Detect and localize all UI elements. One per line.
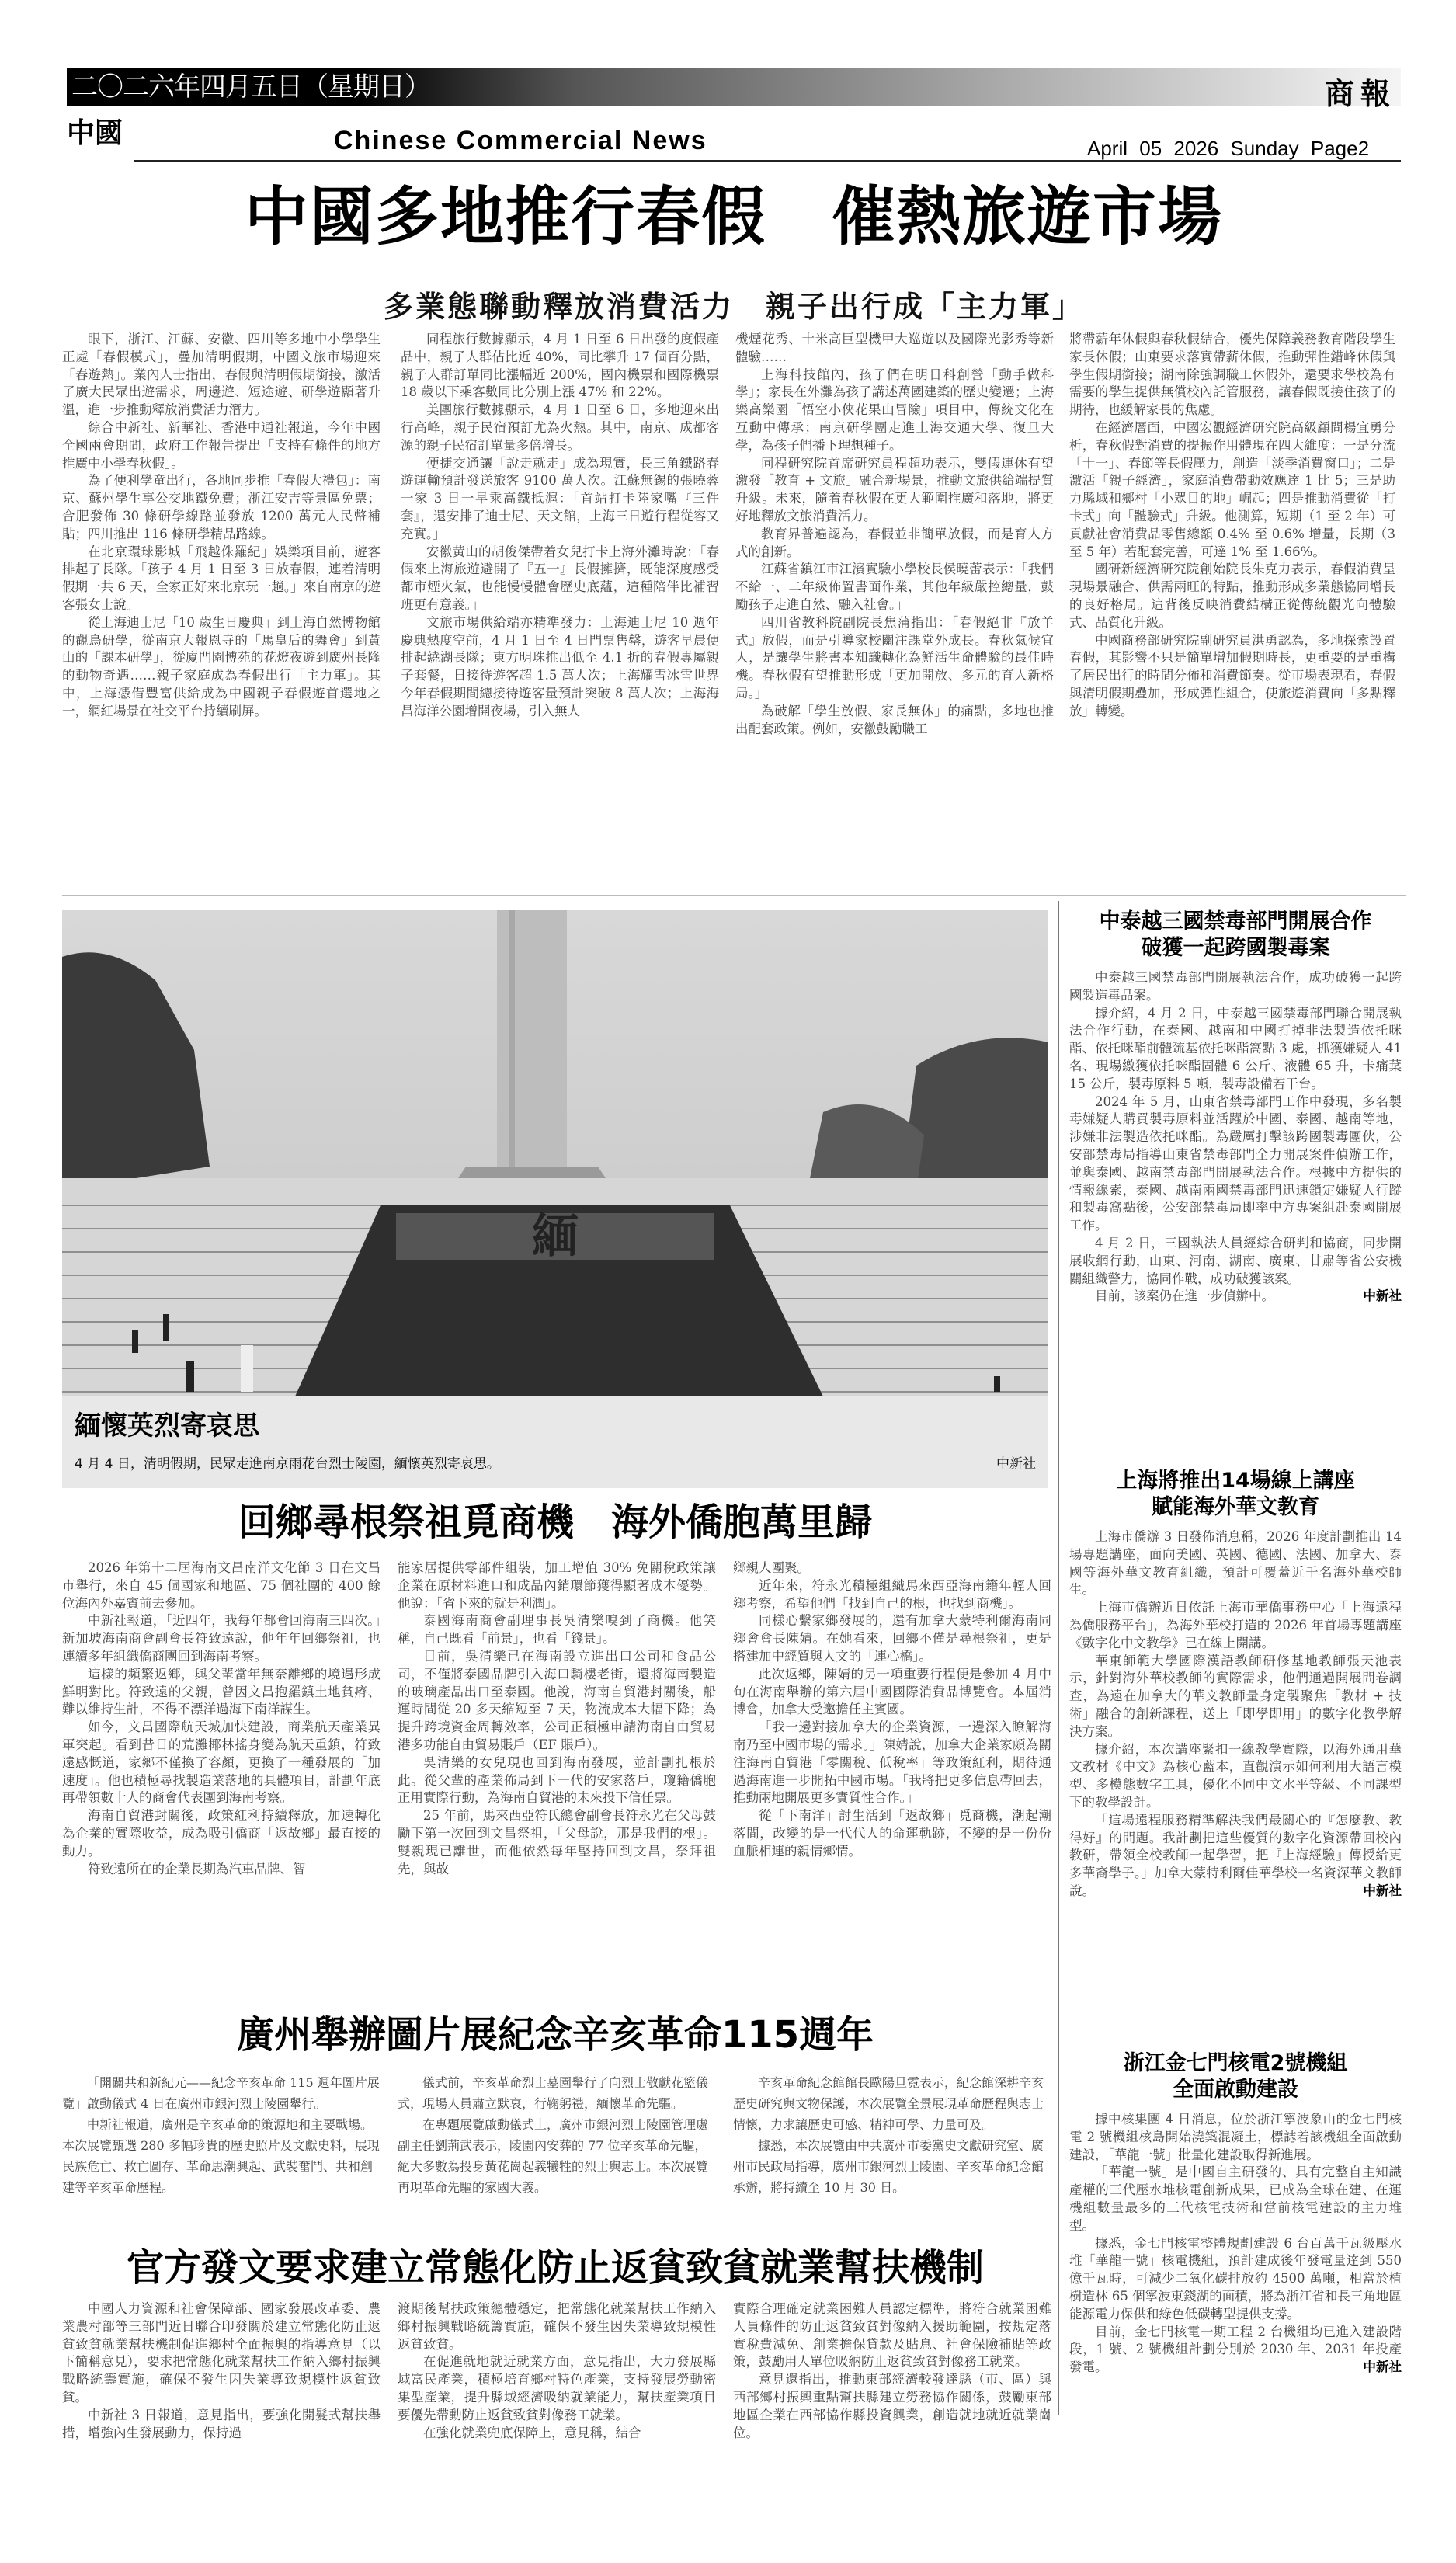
paragraph: 據悉，金七門核電整體規劃建設 6 台百萬千瓦級壓水堆「華龍一號」核電機組，預計建成後年發電量達到 550 億千瓦時，可減少二氧化碳排放約 4500 萬噸，相當於植樹造林 65 個寧波東錢湖的面積，將為浙江省和長三角地區能源電力保供和綠色低碳轉型提供支撐。 [1069, 2235, 1402, 2321]
paragraph: 中新社報道，「近四年，我每年都會回海南三四次。」新加坡海南商會副會長符致遠說，他年年回鄉祭祖，也連續多年組織僑商團回到海南考察。 [62, 1613, 381, 1664]
lead-column-1 [62, 331, 381, 890]
paragraph: 為了便利學童出行，各地同步推「春假大禮包」：南京、蘇州學生享公交地鐵免費；浙江安吉等景區免票；合肥發佈 30 條研學線路並發放 1200 萬元人民幣補貼；四川推出 116 條研學精品路線。 [62, 473, 381, 541]
masthead: Chinese Commercial News [334, 126, 707, 155]
paragraph: 在經濟層面，中國宏觀經濟研究院高級顧問楊宜勇分析，春秋假對消費的提振作用體現在四大維度：一是分流「十一」、春節等長假壓力，創造「淡季消費窗口」；二是激活「親子經濟」，家庭消費帶動效應達 1 比 5；三是助力縣域和鄉村「小眾目的地」崛起；四是推動消費從「打卡式」向「體驗式」升級。他測算，短期（1 至 2 年）可貢獻社會消費品零售總額 0.4% 至 0.6% 增量，長期（3 至 5 年）若配套完善，可達 1% 至 1.66%。 [1069, 419, 1395, 559]
guangzhou-column-1 [62, 2072, 381, 2235]
paragraph: 美團旅行數據顯示，4 月 1 日至 6 日，多地迎來出行高峰，親子民宿預訂尤為火熱。其中，南京、成都客源的親子民宿訂單量多倍增長。 [401, 402, 719, 453]
paragraph: 這樣的頻繁返鄉，與父輩當年無奈離鄉的境遇形成鮮明對比。符致遠的父親，曾因文昌抱羅鎮土地貧瘠、難以維持生計，不得不漂洋過海下南洋謀生。 [62, 1666, 381, 1717]
paragraph: 安徽黃山的胡俊傑帶着女兒打卡上海外灘時說：「春假來上海旅遊避開了『五一』長假擁擠，既能深度感受都市煙火氣，也能慢慢體會歷史底蘊，這種陪伴比補習班更有意義。」 [401, 544, 719, 612]
photo-credit: 中新社 [996, 1456, 1036, 1472]
paragraph [1069, 2324, 1402, 2377]
paragraph: 目前，吳清樂已在海南設立進出口公司和食品公司，不僅將泰國品牌引入海口騎樓老街，還將海南製造的玻璃產品出口至泰國。他說，海南自貿港封關後，船運時間從 20 多天縮短至 7 天，物流成本大幅下降；為提升跨境資金周轉效率，公司正積極申請海南自由貿易港多功能自由貿易賬戶（EF 賬戶）。 [398, 1648, 716, 1752]
paragraph: 從「下南洋」討生活到「返故鄉」覓商機，潮起潮落間，改變的是一代代人的命運軌跡，不變的是一份份血脈相連的親情鄉情。 [733, 1808, 1051, 1859]
sidebar-body [1069, 2111, 1402, 2377]
paragraph: 教育界普遍認為，春假並非簡單放假，而是育人方式的創新。 [735, 526, 1054, 559]
paragraph: 泰國海南商會副理事長吳清樂嗅到了商機。他笑稱，自己既看「前景」，也看「錢景」。 [398, 1613, 716, 1647]
paragraph: 「開闢共和新紀元——紀念辛亥革命 115 週年圖片展覽」啟動儀式 4 日在廣州市銀河烈士陵園舉行。 [62, 2075, 380, 2111]
headline-line-2: 賦能海外華文教育 [1152, 1495, 1319, 1519]
headline-line-2: 全面啟動建設 [1173, 2078, 1298, 2102]
lead-column-3 [735, 331, 1054, 890]
paragraph: 中國人力資源和社會保障部、國家發展改革委、農業農村部等三部門近日聯合印發關於建立常態化防止返貧致貧就業幫扶機制促進鄉村全面振興的指導意見（以下簡稱意見），要求把常態化就業幫扶工作納入鄉村振興戰略統籌實施，確保不發生因失業導致規模性返貧致貧。 [62, 2301, 381, 2405]
poverty-column-2 [398, 2300, 716, 2471]
paragraph: 能家居提供零部件組裝，加工增值 30% 免關稅政策讓企業在原材料進口和成品內銷環節獲得顯著成本優勢。他說：「省下來的就是利潤」。 [398, 1560, 716, 1611]
paragraph: 便捷交通讓「說走就走」成為現實，長三角鐵路春遊運輸預計發送旅客 9100 萬人次。江蘇無錫的張曉蓉一家 3 日一早乘高鐵抵滬：「首站打卡陸家嘴『三件套』，還安排了迪士尼、天文館，上海三日遊行程從容又充實。」 [401, 455, 719, 541]
paragraph: 機煙花秀、十米高巨型機甲大巡遊以及國際光影秀等新體驗…… [735, 332, 1054, 364]
paragraph: 鄉親人團聚。 [733, 1560, 810, 1575]
headline-line-2: 破獲一起跨國製毒案 [1141, 936, 1330, 960]
paragraph [1069, 1812, 1402, 1901]
paragraph: 在強化就業兜底保障上，意見稱，結合 [423, 2425, 641, 2440]
paragraph: 意見還指出，推動東部經濟較發達縣（市、區）與西部鄉村振興重點幫扶縣建立勞務協作關係，鼓勵東部地區企業在西部協作縣投資興業，創造就地就近就業崗位。 [733, 2372, 1051, 2440]
paragraph: 「我一邊對接加拿大的企業資源，一邊深入瞭解海南乃至中國市場的需求。」陳婧說，加拿大企業家頗為關注海南自貿港「零關稅、低稅率」等政策紅利，期待通過海南進一步開拓中國市場。「我將把更多信息帶回去，推動兩地開展更多實質性合作。」 [733, 1720, 1051, 1806]
caption-title: 緬懷英烈寄哀思 [75, 1410, 259, 1441]
paragraph-text: 目前，金七門核電一期工程 2 台機組均已進入建設階段，1 號、2 號機組計劃分別於 2030 年、2031 年投產發電。 [1069, 2324, 1402, 2375]
paragraph: 海南自貿港封關後，政策紅利持續釋放，加速轉化為企業的實際收益，成為吸引僑商「返故鄉」最直接的動力。 [62, 1808, 381, 1859]
paragraph: 在促進就地就近就業方面，意見指出，大力發展縣域富民產業，積極培育鄉村特色產業，支持發展勞動密集型產業，提升縣域經濟吸納就業能力，幫扶產業項目要優先帶動防止返貧致貧對像務工就業。 [398, 2354, 716, 2422]
headline-line-1: 浙江金七門核電2號機組 [1123, 2051, 1348, 2075]
headline-line-1: 上海將推出14場線上講座 [1116, 1469, 1355, 1493]
overseas-column-1 [62, 1560, 381, 1991]
paragraph: 符致遠所在的企業長期為汽車品牌、智 [88, 1861, 306, 1876]
paragraph: 在專題展覽啟動儀式上，廣州市銀河烈士陵園管理處副主任劉荊武表示，陵園內安葬的 77 位辛亥革命先驅，絕大多數為投身黃花崗起義犧牲的烈士與志士。本次展覽再現革命先驅的家國大義。 [398, 2117, 709, 2195]
paragraph: 四川省教科院副院長焦蒲指出：「春假絕非『放羊式』放假，而是引導家校關注課堂外成長。春秋氣候宜人，是讓學生將書本知識轉化為鮮活生命體驗的最佳時機。春秋假有望推動形成「更加開放、多元的育人新格局。」 [735, 614, 1054, 701]
paragraph: 中國商務部研究院副研究員洪勇認為，多地探索設置春假，其影響不只是簡單增加假期時長，更重要的是重構了居民出行的時間分佈和消費節奏。從市場表現看，春假與清明假期疊加，形成彈性組合，使旅遊消費向「多點釋放」轉變。 [1069, 632, 1395, 718]
paragraph-text: 目前，該案仍在進一步偵辦中。 [1095, 1288, 1274, 1304]
paragraph: 文旅市場供給端亦精準發力：上海迪士尼 10 週年慶典熱度空前，4 月 1 日至 4 日門票售罄，遊客早晨便排起繞湖長隊；東方明珠推出低至 4.1 折的春假專屬親子套餐，日接待遊客超 1.5 萬人次；上海耀雪冰雪世界今年春假期間總接待遊客量預計突破 8 萬人次；上海海昌海洋公園增開夜場，引入無人 [401, 614, 719, 718]
headline-line-1: 中泰越三國禁毒部門開展合作 [1099, 909, 1372, 934]
lead-subhead: 多業態聯動釋放消費活力 親子出行成「主力軍」 [383, 289, 1084, 324]
sidebar-body [1069, 969, 1402, 1306]
sidebar-headline [1069, 1468, 1402, 1521]
paragraph: 吳清樂的女兒現也回到海南發展，並計劃扎根於此。從父輩的產業佈局到下一代的安家落戶，瓊籍僑胞正用實際行動，為海南自貿港的未來投下信任票。 [398, 1754, 716, 1806]
brand-logo: 商報 [1324, 76, 1396, 111]
paragraph: 上海市僑辦近日依託上海市華僑事務中心「上海遠程為僑服務平台」，為海外華校打造的 2026 年首場專題講座《數字化中文教學》已在線上開講。 [1069, 1600, 1402, 1650]
paragraph: 華東師範大學國際漢語教師研修基地教師張天池表示，針對海外華校教師的實際需求，他們通過開展問卷調查，為遠在加拿大的華文教師量身定製聚焦「教材 + 技術」融合的創新課程，送上「即學即用」的數字化教學解決方案。 [1069, 1653, 1402, 1739]
paragraph: 為破解「學生放假、家長無休」的痛點，多地也推出配套政策。例如，安徽鼓勵職工 [735, 703, 1054, 736]
lead-column-4 [1069, 331, 1395, 890]
memorial-photo [62, 910, 1048, 1451]
overseas-column-3 [733, 1560, 1051, 1991]
sidebar-story-nuclear [1069, 2050, 1402, 2485]
poverty-headline: 官方發文要求建立常態化防止返貧致貧就業幫扶機制 [126, 2246, 984, 2290]
flower-bed-character: 緬 [532, 1209, 579, 1264]
paragraph: 如今，文昌國際航天城加快建設，商業航天產業異軍突起。看到昔日的荒灘椰林搖身變為航天重鎮，符致遠感慨道，家鄉不僅換了容顏，更換了一種發展的「加速度」。他也積極尋找製造業落地的具體項目，計劃年底再帶領數十人的商會代表團到海南考察。 [62, 1720, 381, 1806]
news-credit: 中新社 [1363, 1288, 1402, 1304]
paragraph: 25 年前，馬來西亞符氏總會副會長符永光在父母鼓勵下第一次回到文昌祭祖，「父母說，那是我們的根」。雙親現已離世，而他依然每年堅持回到文昌，祭拜祖先，與故 [398, 1808, 716, 1876]
paragraph: 據中核集團 4 日消息，位於浙江寧波象山的金七門核電 2 號機組核島開始澆築混凝土，標誌着該機組全面啟動建設，「華龍一號」批量化建設取得新進展。 [1069, 2112, 1402, 2162]
overseas-column-2 [398, 1560, 716, 1991]
paragraph: 上海市僑辦 3 日發佈消息稱，2026 年度計劃推出 14 場專題講座，面向美國、英國、德國、法國、加拿大、泰國等海外華文教育組織，預計可覆蓋近千名海外華校師生。 [1069, 1529, 1402, 1598]
news-credit: 中新社 [1363, 1883, 1402, 1898]
guangzhou-column-2 [398, 2072, 716, 2235]
paragraph: 上海科技館內，孩子們在明日科創營「動手做科學」；家長在外灘為孩子講述萬國建築的歷史變遷；上海樂高樂園「悟空小俠花果山冒險」項目中，傳統文化在互動中傳承；南京研學團走進上海交通大學、復旦大學，為孩子們播下理想種子。 [735, 367, 1054, 453]
paragraph: 中新社 3 日報道，意見指出，要強化開髮式幫扶舉措，增強內生發展動力，保持過 [62, 2407, 381, 2440]
overseas-headline: 回鄉尋根祭祖覓商機 海外僑胞萬里歸 [238, 1501, 872, 1544]
paragraph: 近年來，符永光積極組織馬來西亞海南籍年輕人回鄉考察，希望他們「找到自己的根，也找到商機」。 [733, 1577, 1051, 1611]
paragraph: 據悉，本次展覽由中共廣州市委黨史文獻研究室、廣州市民政局指導，廣州市銀河烈士陵園、辛亥革命紀念館承辦，將持續至 10 月 30 日。 [733, 2138, 1044, 2195]
column-divider [1058, 901, 1059, 2415]
paragraph: 「華龍一號」是中國自主研發的、具有完整自主知識產權的三代壓水堆核電創新成果，已成為全球在建、在運機組數量最多的三代核電技術和當前核電建設的主力堆型。 [1069, 2165, 1402, 2233]
paragraph: 實際合理確定就業困難人員認定標準，將符合就業困難人員條件的防止返貧致貧對像納入援助範圍，按規定落實稅費減免、創業擔保貸款及貼息、社會保險補貼等政策，鼓勵用人單位吸納防止返貧致貧對像務工就業。 [733, 2301, 1051, 2370]
poverty-column-3 [733, 2300, 1051, 2471]
header-rule [134, 160, 1401, 162]
sidebar-story-drugs [1069, 909, 1402, 1452]
sidebar-headline [1069, 909, 1402, 962]
guangzhou-headline: 廣州舉辦圖片展紀念辛亥革命115週年 [236, 2013, 874, 2057]
paragraph: 中泰越三國禁毒部門開展執法合作，成功破獲一起跨國製造毒品案。 [1069, 970, 1402, 1003]
paragraph: 在北京環球影城「飛越侏羅紀」娛樂項目前，遊客排起了長隊。「孩子 4 月 1 日至 3 日放春假，連着清明假期一共 6 天，全家正好來北京玩一趟。」來自南京的遊客張女士說。 [62, 544, 381, 612]
lead-headline: 中國多地推行春假 催熱旅遊市場 [244, 180, 1223, 254]
section-label: 中國 [67, 117, 123, 149]
date-chinese: 二〇二六年四月五日（星期日） [71, 71, 430, 103]
dateline: April 05 2026 Sunday Page2 [1087, 137, 1370, 160]
sidebar-body [1069, 1528, 1402, 1901]
paragraph: 渡期後幫扶政策總體穩定，把常態化就業幫扶工作納入鄉村振興戰略統籌實施，確保不發生因失業導致規模性返貧致貧。 [398, 2301, 716, 2352]
section-divider [62, 895, 1406, 896]
paragraph: 2026 年第十二屆海南文昌南洋文化節 3 日在文昌市舉行，來自 45 個國家和地區、75 個社團的 400 餘位海內外嘉賓前去參加。 [62, 1560, 381, 1611]
lead-column-2 [401, 331, 719, 890]
paragraph: 從上海迪士尼「10 歲生日慶典」到上海自然博物館的觀鳥研學，從南京大報恩寺的「馬皇后的舞會」到黃山的「課本研學」，從廈門園博苑的花燈夜遊到廣州長隆的動物奇遇……親子家庭成為春假出行「主力軍」。其中，上海憑借豐富供給成為中國親子春假遊首選地之一，網紅場景在社交平台持續刷屏。 [62, 614, 381, 718]
paragraph: 2024 年 5 月，山東省禁毒部門工作中發現，多名製毒嫌疑人購買製毒原料並活躍於中國、泰國、越南等地，涉嫌非法製造依托咪酯。為嚴厲打擊該跨國製毒團伙，公安部禁毒局指導山東省禁毒部門全力開展案件偵辦工作，並與泰國、越南禁毒部門開展執法合作。根據中方提供的情報線索，泰國、越南兩國禁毒部門迅速鎖定嫌疑人行蹤和製毒窩點後，公安部禁毒局即率中方專案組赴泰國開展工作。 [1069, 1094, 1402, 1233]
photo-caption [62, 1396, 1048, 1488]
paragraph: 同程旅行數據顯示，4 月 1 日至 6 日出發的度假產品中，親子人群佔比近 40%，同比攀升 17 個百分點，親子人群訂單同比漲幅近 200%，國內機票和國際機票 18 歲以下乘客數同比分別上漲 47% 和 22%。 [401, 332, 719, 400]
paragraph: 江蘇省鎮江市江濱實驗小學校長侯曉蕾表示：「我們不給一、二年級佈置書面作業，其他年級嚴控總量，鼓勵孩子走進自然、融入社會。」 [735, 562, 1054, 612]
paragraph: 同程研究院首席研究員程超功表示，雙假連休有望激發「教育 + 文旅」融合新場景，推動文旅供給端提質升級。未來，隨着春秋假在更大範圍推廣和落地，將更好地釋放文旅消費活力。 [735, 455, 1054, 523]
caption-text: 4 月 4 日，清明假期，民眾走進南京雨花台烈士陵園，緬懷英烈寄哀思。 [75, 1456, 500, 1472]
paragraph: 中新社報道，廣州是辛亥革命的策源地和主要戰場。本次展覽甄選 280 多幅珍貴的歷史照片及文獻史料，展現民族危亡、救亡圖存、革命思潮興起、武裝奮鬥、共和創建等辛亥革命歷程。 [62, 2117, 380, 2195]
paragraph: 4 月 2 日，三國執法人員經綜合研判和協商，同步開展收網行動，山東、河南、湖南、廣東、甘肅等省公安機關組織警力，協同作戰，成功破獲該案。 [1069, 1235, 1402, 1286]
paragraph: 同樣心繫家鄉發展的，還有加拿大蒙特利爾海南同鄉會會長陳婧。在她看來，回鄉不僅是尋根祭祖，更是搭建加中經貿與人文的「連心橋」。 [733, 1613, 1051, 1664]
sidebar-story-lectures [1069, 1468, 1402, 2027]
sidebar-headline [1069, 2050, 1402, 2103]
paragraph: 據介紹，4 月 2 日，中泰越三國禁毒部門聯合開展執法合作行動，在泰國、越南和中國打掉非法製造依托咪酯、依托咪酯前體巯基依托咪酯窩點 3 處，抓獲嫌疑人 41 名、現場繳獲依托咪酯固體 6 公斤、液體 65 升，卡痛葉 15 公斤，製毒原料 5 噸，製毒設備若干台。 [1069, 1005, 1402, 1091]
paragraph: 此次返鄉，陳婧的另一項重要行程便是參加 4 月中旬在海南舉辦的第六屆中國國際消費品博覽會。本屆消博會，加拿大受邀擔任主賓國。 [733, 1666, 1051, 1717]
paragraph: 儀式前，辛亥革命烈士墓園舉行了向烈士敬獻花籃儀式，現場人員肅立默哀，行鞠躬禮，緬懷革命先驅。 [398, 2075, 709, 2111]
paragraph-text: 「這場遠程服務精準解決我們最關心的『怎麼教、教得好』的問題。我計劃把這些優質的數字化資源帶回校內教研，帶領全校教師一起學習，把『上海經驗』傳授給更多華裔學子。」加拿大蒙特利爾佳華學校一名資深華文教師說。 [1069, 1812, 1402, 1898]
paragraph: 眼下，浙江、江蘇、安徽、四川等多地中小學學生正處「春假模式」，疊加清明假期，中國文旅市場迎來「春遊熱」。業內人士指出，春假與清明假期銜接，激活了廣大民眾出遊需求，周邊遊、短途遊、研學遊顯著升溫，進一步推動釋放消費活力潛力。 [62, 332, 381, 418]
guangzhou-column-3 [733, 2072, 1051, 2235]
paragraph: 據介紹，本次講座緊扣一線教學實際，以海外通用華文教材《中文》為核心藍本，直觀演示如何利用大語言模型、多模態數字工具，優化不同中文水平等級、不同課型下的教學設計。 [1069, 1741, 1402, 1810]
memorial-photo-image [62, 910, 1048, 1451]
paragraph: 辛亥革命紀念館館長歐陽旦霓表示，紀念館深耕辛亥歷史研究與文物保護，本次展覽全景展現革命歷程與志士情懷，力求讓歷史可感、精神可學、力量可及。 [733, 2075, 1044, 2132]
poverty-column-1 [62, 2300, 381, 2471]
paragraph: 綜合中新社、新華社、香港中通社報道，今年中國全國兩會期間，政府工作報告提出「支持有條件的地方推廣中小學春秋假」。 [62, 419, 381, 471]
paragraph [1069, 1288, 1402, 1306]
paragraph: 國研新經濟研究院創始院長朱克力表示，春假消費呈現場景融合、供需兩旺的特點，推動形成多業態協同增長的良好格局。這背後反映消費結構正從傳統觀光向體驗式、品質化升級。 [1069, 562, 1395, 630]
paragraph: 將帶薪年休假與春秋假結合，優先保障義務教育階段學生家長休假；山東要求落實帶薪休假，推動彈性錯峰休假與學生假期銜接；湖南除強調職工休假外，還要求學校為有需要的學生提供無償校內託管服務，讓春假既接住孩子的期待，也緩解家長的焦慮。 [1069, 332, 1395, 418]
date-banner [67, 68, 1401, 111]
news-credit: 中新社 [1363, 2360, 1402, 2375]
